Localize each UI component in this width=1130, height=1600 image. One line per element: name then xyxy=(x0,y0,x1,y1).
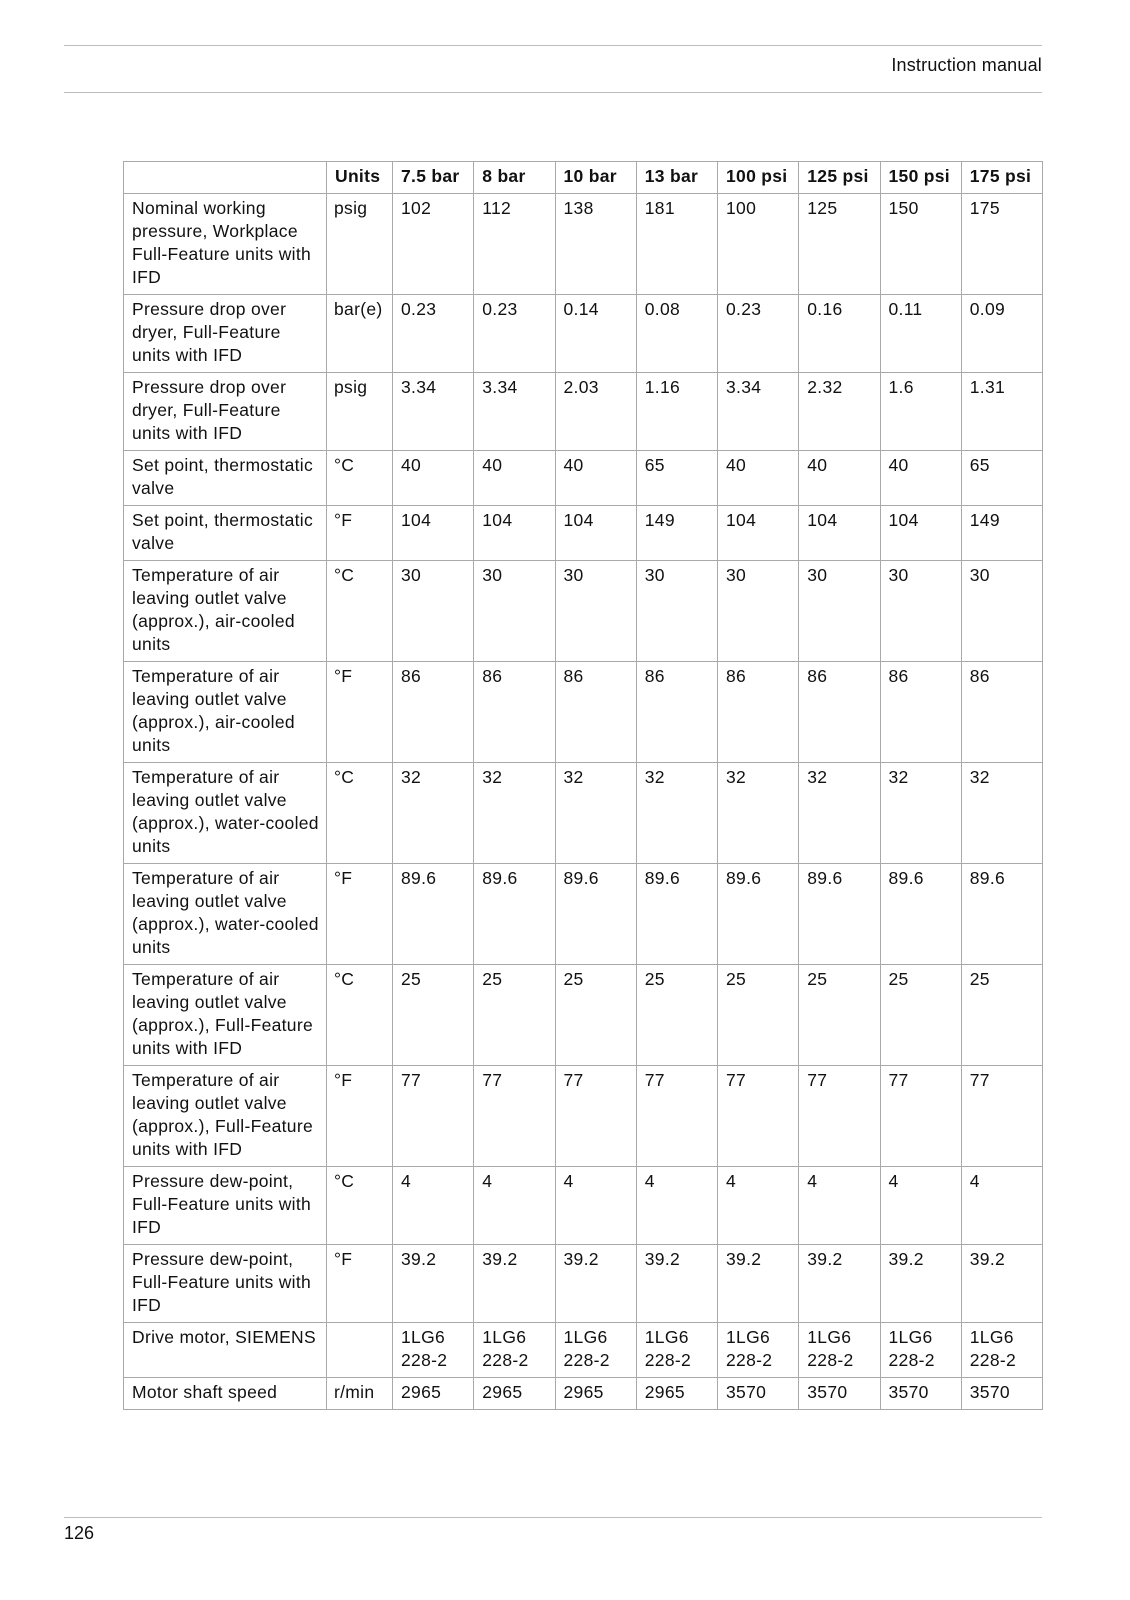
row-label: Pressure dew-point, Full-Feature units with IFD xyxy=(124,1167,327,1245)
table-cell-value: 40 xyxy=(799,451,880,506)
table-cell-value: 30 xyxy=(799,561,880,662)
table-row xyxy=(124,373,1043,451)
table-cell-value: 104 xyxy=(474,506,555,561)
table-cell-value: 39.2 xyxy=(393,1245,474,1323)
table-cell-value: 77 xyxy=(393,1066,474,1167)
column-header-10-bar: 10 bar xyxy=(555,162,636,194)
row-label: Temperature of air leaving outlet valve (approx.), air-cooled units xyxy=(124,561,327,662)
table-cell-value: 77 xyxy=(880,1066,961,1167)
table-cell-value: 1LG6 228-2 xyxy=(799,1323,880,1378)
table-cell-value: 30 xyxy=(961,561,1042,662)
table-cell-value: 150 xyxy=(880,194,961,295)
row-unit: °C xyxy=(327,561,393,662)
table-cell-value: 1.31 xyxy=(961,373,1042,451)
table-cell-value: 25 xyxy=(880,965,961,1066)
table-cell-value: 0.11 xyxy=(880,295,961,373)
table-cell-value: 2965 xyxy=(474,1378,555,1410)
table-cell-value: 39.2 xyxy=(474,1245,555,1323)
table-cell-value: 25 xyxy=(474,965,555,1066)
table-cell-value: 4 xyxy=(555,1167,636,1245)
table-row xyxy=(124,965,1043,1066)
table-cell-value: 4 xyxy=(961,1167,1042,1245)
table-cell-value: 89.6 xyxy=(555,864,636,965)
row-unit: psig xyxy=(327,373,393,451)
table-cell-value: 2965 xyxy=(393,1378,474,1410)
table-cell-value: 104 xyxy=(880,506,961,561)
table-cell-value: 104 xyxy=(718,506,799,561)
table-cell-value: 39.2 xyxy=(880,1245,961,1323)
table-cell-value: 2.32 xyxy=(799,373,880,451)
table-cell-value: 4 xyxy=(474,1167,555,1245)
table-cell-value: 100 xyxy=(718,194,799,295)
table-cell-value: 25 xyxy=(718,965,799,1066)
table-cell-value: 77 xyxy=(636,1066,717,1167)
table-cell-value: 149 xyxy=(636,506,717,561)
table-cell-value: 65 xyxy=(636,451,717,506)
table-cell-value: 77 xyxy=(555,1066,636,1167)
table-header-row xyxy=(124,162,1043,194)
table-cell-value: 104 xyxy=(393,506,474,561)
table-row xyxy=(124,864,1043,965)
table-cell-value: 32 xyxy=(555,763,636,864)
column-header-units: Units xyxy=(327,162,393,194)
table-cell-value: 25 xyxy=(555,965,636,1066)
column-header-175-psi: 175 psi xyxy=(961,162,1042,194)
row-label: Pressure drop over dryer, Full-Feature units with IFD xyxy=(124,373,327,451)
table-cell-value: 25 xyxy=(636,965,717,1066)
table-cell-value: 30 xyxy=(555,561,636,662)
table-row xyxy=(124,1245,1043,1323)
row-label: Temperature of air leaving outlet valve (approx.), air-cooled units xyxy=(124,662,327,763)
table-cell-value: 86 xyxy=(474,662,555,763)
table-cell-value: 32 xyxy=(880,763,961,864)
row-label: Pressure dew-point, Full-Feature units with IFD xyxy=(124,1245,327,1323)
table-cell-value: 86 xyxy=(961,662,1042,763)
row-label: Temperature of air leaving outlet valve (approx.), Full-Feature units with IFD xyxy=(124,1066,327,1167)
table-cell-value: 1.16 xyxy=(636,373,717,451)
table-cell-value: 25 xyxy=(799,965,880,1066)
table-cell-value: 149 xyxy=(961,506,1042,561)
table-cell-value: 89.6 xyxy=(880,864,961,965)
row-unit: bar(e) xyxy=(327,295,393,373)
table-cell-value: 3.34 xyxy=(474,373,555,451)
table-cell-value: 40 xyxy=(880,451,961,506)
table-cell-value: 77 xyxy=(718,1066,799,1167)
table-cell-value: 0.09 xyxy=(961,295,1042,373)
table-cell-value: 30 xyxy=(636,561,717,662)
table-cell-value: 40 xyxy=(393,451,474,506)
row-unit: °F xyxy=(327,864,393,965)
table-cell-value: 89.6 xyxy=(961,864,1042,965)
row-unit: °C xyxy=(327,965,393,1066)
table-row xyxy=(124,1378,1043,1410)
column-header-150-psi: 150 psi xyxy=(880,162,961,194)
row-label: Set point, thermostatic valve xyxy=(124,506,327,561)
column-header-13-bar: 13 bar xyxy=(636,162,717,194)
table-cell-value: 89.6 xyxy=(636,864,717,965)
table-cell-value: 77 xyxy=(961,1066,1042,1167)
row-label: Drive motor, SIEMENS xyxy=(124,1323,327,1378)
table-cell-value: 40 xyxy=(555,451,636,506)
table-cell-value: 40 xyxy=(474,451,555,506)
table-cell-value: 1LG6 228-2 xyxy=(718,1323,799,1378)
table-cell-value: 104 xyxy=(555,506,636,561)
row-unit: °F xyxy=(327,1066,393,1167)
page-number: 126 xyxy=(64,1523,95,1543)
table-cell-value: 3.34 xyxy=(718,373,799,451)
table-cell-value: 30 xyxy=(718,561,799,662)
footer-rule xyxy=(64,1517,1042,1518)
table-cell-value: 1.6 xyxy=(880,373,961,451)
table-cell-value: 0.23 xyxy=(474,295,555,373)
table-row xyxy=(124,451,1043,506)
table-cell-value: 1LG6 228-2 xyxy=(880,1323,961,1378)
table-cell-value: 4 xyxy=(880,1167,961,1245)
table-cell-value: 86 xyxy=(636,662,717,763)
table-cell-value: 1LG6 228-2 xyxy=(474,1323,555,1378)
table-cell-value: 102 xyxy=(393,194,474,295)
table-cell-value: 0.14 xyxy=(555,295,636,373)
table-cell-value: 30 xyxy=(393,561,474,662)
table-cell-value: 2965 xyxy=(636,1378,717,1410)
table-cell-value: 0.16 xyxy=(799,295,880,373)
table-cell-value: 39.2 xyxy=(799,1245,880,1323)
table-row xyxy=(124,295,1043,373)
table-cell-value: 3570 xyxy=(961,1378,1042,1410)
table-cell-value: 86 xyxy=(718,662,799,763)
row-unit: °C xyxy=(327,763,393,864)
table-cell-value: 4 xyxy=(799,1167,880,1245)
row-label: Temperature of air leaving outlet valve (approx.), Full-Feature units with IFD xyxy=(124,965,327,1066)
row-unit: °F xyxy=(327,1245,393,1323)
table-cell-value: 86 xyxy=(555,662,636,763)
table-row xyxy=(124,1167,1043,1245)
row-label: Pressure drop over dryer, Full-Feature units with IFD xyxy=(124,295,327,373)
table-cell-value: 77 xyxy=(474,1066,555,1167)
header-rule-bottom xyxy=(64,92,1042,93)
row-unit: °C xyxy=(327,1167,393,1245)
table-cell-value: 39.2 xyxy=(961,1245,1042,1323)
row-label: Temperature of air leaving outlet valve (approx.), water-cooled units xyxy=(124,864,327,965)
row-unit: °F xyxy=(327,506,393,561)
table-cell-value: 30 xyxy=(880,561,961,662)
table-cell-value: 112 xyxy=(474,194,555,295)
table-cell-value: 25 xyxy=(961,965,1042,1066)
table-cell-value: 104 xyxy=(799,506,880,561)
table-cell-value: 40 xyxy=(718,451,799,506)
table-cell-value: 0.08 xyxy=(636,295,717,373)
table-cell-value: 39.2 xyxy=(555,1245,636,1323)
table-cell-value: 1LG6 228-2 xyxy=(393,1323,474,1378)
table-cell-value: 89.6 xyxy=(393,864,474,965)
table-cell-value: 138 xyxy=(555,194,636,295)
table-cell-value: 32 xyxy=(718,763,799,864)
table-row xyxy=(124,662,1043,763)
table-cell-value: 39.2 xyxy=(718,1245,799,1323)
table-cell-value: 86 xyxy=(799,662,880,763)
table-cell-value: 39.2 xyxy=(636,1245,717,1323)
table-cell-value: 125 xyxy=(799,194,880,295)
table-cell-value: 3570 xyxy=(880,1378,961,1410)
specification-table xyxy=(123,161,1043,1410)
table-cell-value: 86 xyxy=(880,662,961,763)
table-cell-value: 77 xyxy=(799,1066,880,1167)
column-header-8-bar: 8 bar xyxy=(474,162,555,194)
table-cell-value: 30 xyxy=(474,561,555,662)
table-cell-value: 0.23 xyxy=(393,295,474,373)
row-label: Nominal working pressure, Workplace Full-Feature units with IFD xyxy=(124,194,327,295)
table-cell-value: 2965 xyxy=(555,1378,636,1410)
table-cell-value: 32 xyxy=(636,763,717,864)
row-label: Set point, thermostatic valve xyxy=(124,451,327,506)
column-header-100-psi: 100 psi xyxy=(718,162,799,194)
table-cell-value: 0.23 xyxy=(718,295,799,373)
table-row xyxy=(124,1066,1043,1167)
column-header-7-5-bar: 7.5 bar xyxy=(393,162,474,194)
table-cell-value: 1LG6 228-2 xyxy=(961,1323,1042,1378)
table-cell-value: 4 xyxy=(393,1167,474,1245)
table-cell-value: 32 xyxy=(393,763,474,864)
table-cell-value: 86 xyxy=(393,662,474,763)
row-label: Motor shaft speed xyxy=(124,1378,327,1410)
table-cell-value: 3570 xyxy=(718,1378,799,1410)
row-unit: psig xyxy=(327,194,393,295)
table-body xyxy=(124,194,1043,1410)
row-unit xyxy=(327,1323,393,1378)
row-unit: °C xyxy=(327,451,393,506)
table-row xyxy=(124,561,1043,662)
table-cell-value: 1LG6 228-2 xyxy=(636,1323,717,1378)
row-unit: °F xyxy=(327,662,393,763)
table-cell-value: 4 xyxy=(718,1167,799,1245)
table-cell-value: 32 xyxy=(961,763,1042,864)
table-cell-value: 181 xyxy=(636,194,717,295)
table-cell-value: 89.6 xyxy=(474,864,555,965)
table-cell-value: 175 xyxy=(961,194,1042,295)
table-cell-value: 1LG6 228-2 xyxy=(555,1323,636,1378)
table-row xyxy=(124,763,1043,864)
document-header-title: Instruction manual xyxy=(891,55,1042,75)
table-cell-value: 25 xyxy=(393,965,474,1066)
column-header-parameter xyxy=(124,162,327,194)
table-cell-value: 3.34 xyxy=(393,373,474,451)
table-row xyxy=(124,194,1043,295)
row-unit: r/min xyxy=(327,1378,393,1410)
table-cell-value: 4 xyxy=(636,1167,717,1245)
table-cell-value: 65 xyxy=(961,451,1042,506)
table-cell-value: 89.6 xyxy=(799,864,880,965)
row-label: Temperature of air leaving outlet valve (approx.), water-cooled units xyxy=(124,763,327,864)
table-cell-value: 3570 xyxy=(799,1378,880,1410)
table-row xyxy=(124,506,1043,561)
table-cell-value: 32 xyxy=(799,763,880,864)
column-header-125-psi: 125 psi xyxy=(799,162,880,194)
header-rule-top xyxy=(64,45,1042,46)
table-cell-value: 32 xyxy=(474,763,555,864)
table-cell-value: 2.03 xyxy=(555,373,636,451)
table-row xyxy=(124,1323,1043,1378)
table-cell-value: 89.6 xyxy=(718,864,799,965)
